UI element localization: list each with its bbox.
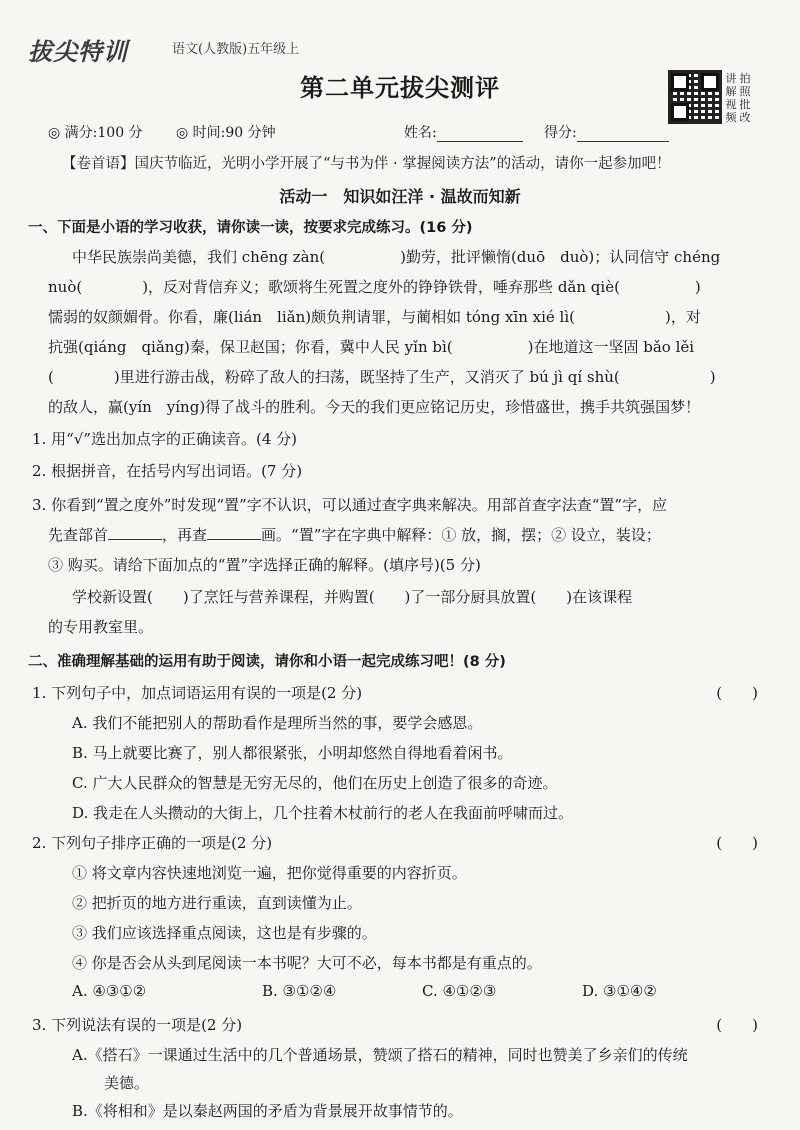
question-line: 学校新设置( )了烹饪与营养课程，并购置( )了一部分厨具放置( )在该课程	[72, 588, 633, 606]
answer-bracket[interactable]: ( )	[716, 684, 758, 702]
qr-code-icon[interactable]	[668, 70, 722, 124]
passage-line: 抗强(qiáng qiǎng)秦，保卫赵国；你看，冀中人民 yǐn bì( )在地道这一坚固 bǎo lěi	[48, 338, 695, 356]
activity-heading: 活动一 知识如汪洋 · 温故而知新	[279, 187, 521, 206]
q3-text: 先查部首	[48, 526, 109, 544]
sentence: ③ 我们应该选择重点阅读，这也是有步骤的。	[72, 924, 377, 942]
sentence: ① 将文章内容快速地浏览一遍，把你觉得重要的内容折页。	[72, 864, 467, 882]
option: A.《搭石》一课通过生活中的几个普通场景，赞颂了搭石的精神，同时也赞美了乡亲们的传统	[72, 1046, 688, 1064]
choice: B. ③①②④	[262, 982, 337, 1000]
question-line	[48, 524, 760, 545]
choice: A. ④③①②	[72, 982, 147, 1000]
qr-label: 讲	[725, 72, 737, 85]
passage-line: 中华民族崇尚美德，我们 chēng zàn( )勤劳，批评懒惰(duō duò)；认同信守 chéng	[72, 248, 721, 266]
question: 1. 下列句子中，加点词语运用有误的一项是(2 分)	[32, 684, 363, 702]
qr-label: 视	[725, 98, 737, 111]
intro-text: 【卷首语】国庆节临近，光明小学开展了“与书为伴 · 掌握阅读方法”的活动，请你一起参加吧！	[62, 156, 671, 172]
passage-line: nuò( )，反对背信弃义；歌颂将生死置之度外的铮铮铁骨，唾弃那些 dǎn qiè( )	[48, 278, 701, 296]
subject-label: 语文(人教版)五年级上	[172, 42, 300, 57]
question-line: ③ 购买。请给下面加点的“置”字选择正确的解释。(填序号)(5 分)	[48, 556, 481, 574]
qr-label: 批	[739, 98, 751, 111]
qr-labels	[724, 72, 754, 124]
score-label: 得分:	[544, 125, 577, 141]
section2-heading: 二、准确理解基础的运用有助于阅读，请你和小语一起完成练习吧！(8 分)	[28, 654, 506, 670]
question: 3. 你看到“置之度外”时发现“置”字不认识，可以通过查字典来解决。用部首查字法查“置”字，应	[32, 496, 668, 514]
score-field[interactable]	[544, 122, 669, 142]
page-title: 第二单元拔尖测评	[300, 74, 500, 102]
qr-label: 拍	[739, 72, 751, 85]
qr-label: 改	[739, 111, 751, 124]
option: B. 马上就要比赛了，别人都很紧张，小明却悠然自得地看着闲书。	[72, 744, 513, 762]
question: 2. 根据拼音，在括号内写出词语。(7 分)	[32, 462, 303, 480]
passage-line: ( )里进行游击战，粉碎了敌人的扫荡，既坚持了生产，又消灭了 bú jì qí shù( )	[48, 368, 716, 386]
question: 3. 下列说法有误的一项是(2 分)	[32, 1016, 243, 1034]
name-label: 姓名:	[404, 125, 437, 141]
q3-text: ，再查	[162, 526, 208, 544]
question-line: 的专用教室里。	[48, 618, 154, 636]
option: 美德。	[104, 1074, 150, 1092]
question: 1. 用“√”选出加点字的正确读音。(4 分)	[32, 430, 297, 448]
sentence: ② 把折页的地方进行重读，直到读懂为止。	[72, 894, 362, 912]
option: C. 广大人民群众的智慧是无穷无尽的，他们在历史上创造了很多的奇迹。	[72, 774, 558, 792]
option: D. 我走在人头攒动的大街上，几个拄着木杖前行的老人在我面前呼啸而过。	[72, 804, 574, 822]
radical-blank[interactable]	[108, 525, 162, 540]
time-limit: ◎ 时间:90 分钟	[176, 125, 276, 141]
score-blank[interactable]	[577, 127, 669, 142]
qr-label: 照	[739, 85, 751, 98]
choice: D. ③①④②	[582, 982, 657, 1000]
stroke-blank[interactable]	[207, 525, 261, 540]
passage-line: 懦弱的奴颜媚骨。你看，廉(lián liǎn)颇负荆请罪，与蔺相如 tóng xīn xié lì( )，对	[48, 308, 701, 326]
qr-label: 频	[725, 111, 737, 124]
option: A. 我们不能把别人的帮助看作是理所当然的事，要学会感恩。	[72, 714, 483, 732]
qr-label: 解	[725, 85, 737, 98]
sentence: ④ 你是否会从头到尾阅读一本书呢？大可不必，每本书都是有重点的。	[72, 954, 542, 972]
section1-heading: 一、下面是小语的学习收获，请你读一读，按要求完成练习。(16 分)	[28, 220, 473, 236]
answer-bracket[interactable]: ( )	[716, 1016, 758, 1034]
name-field[interactable]	[404, 122, 523, 142]
answer-bracket[interactable]: ( )	[716, 834, 758, 852]
choice: C. ④①②③	[422, 982, 497, 1000]
option: B.《将相和》是以秦赵两国的矛盾为背景展开故事情节的。	[72, 1102, 463, 1120]
brand-logo: 拔尖特训	[28, 38, 128, 66]
passage-line: 的敌人，赢(yín yíng)得了战斗的胜利。今天的我们更应铭记历史，珍惜盛世，携手共筑强国梦！	[48, 398, 701, 416]
name-blank[interactable]	[437, 127, 523, 142]
full-score: ◎ 满分:100 分	[48, 125, 143, 141]
q3-text: 画。“置”字在字典中解释：① 放，搁，摆；② 设立，装设；	[261, 526, 661, 544]
question: 2. 下列句子排序正确的一项是(2 分)	[32, 834, 273, 852]
